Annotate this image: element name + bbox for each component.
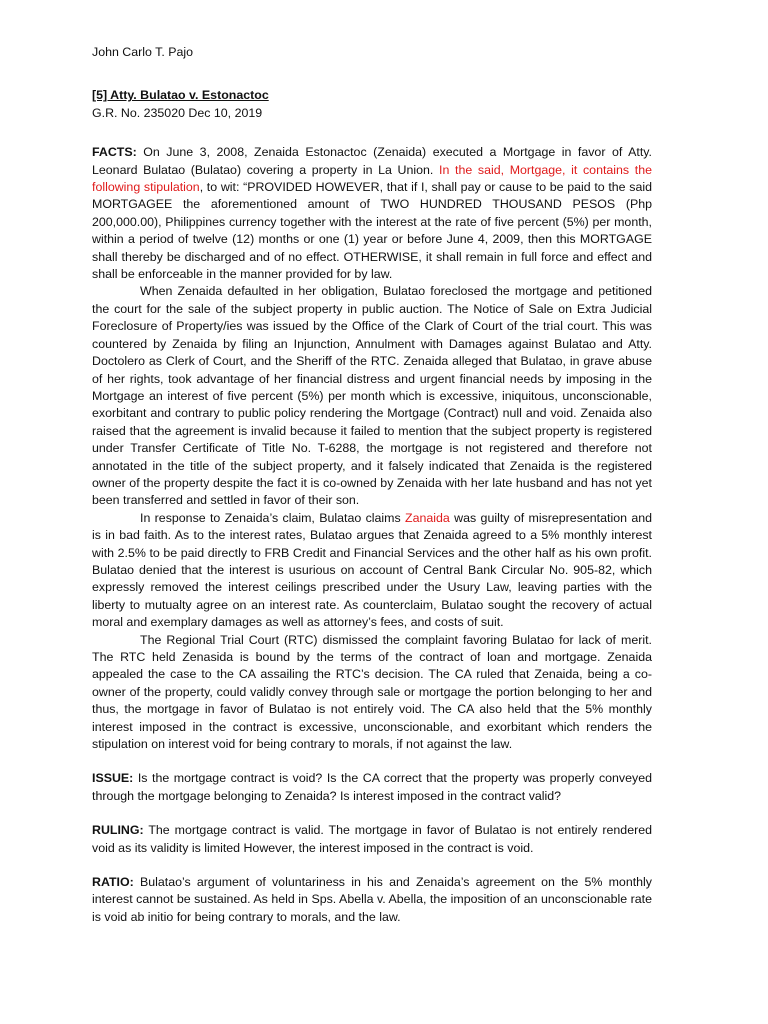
case-title: [5] Atty. Bulatao v. Estonactoc bbox=[92, 88, 269, 103]
facts-text-1a: On June 3, 2008, Zenaida Estonactoc (Zenaida) executed a Mortgage in favor of Atty. Leonard Bulatao (Bulatao) covering a property in La Union. bbox=[92, 145, 652, 177]
ratio-text: Bulatao’s argument of voluntariness in his and Zenaida’s agreement on the 5% monthly interest cannot be sustained. As held in Sps. Abella v. Abella, the imposition of an unconscionable rate is void ab initio for being contrary to morals, and the law. bbox=[92, 875, 652, 924]
facts-highlight-name: Zanaida bbox=[405, 510, 450, 525]
case-number: G.R. No. 235020 Dec 10, 2019 bbox=[92, 105, 263, 120]
facts-paragraph-3 bbox=[92, 510, 652, 632]
facts-text-3b: was guilty of misrepresentation and is in bad faith. As to the interest rates, Bulatao argues that Zenaida agreed to a 5% monthly interest with 2.5% to be paid directly to FRB Credit and Financial Services and the other half as his own profit. Bulatao denied that the interest is usurious on account of Central Bank Circular No. 905-82, which expressly removed the interest ceilings prescribed under the Usury Law, leaving parties with the liberty to mutualty agree on an interest rate. As counterclaim, Bulatao sought the recovery of actual moral and exemplary damages as well as attorney’s fees, and costs of suit. bbox=[92, 510, 652, 630]
issue-paragraph bbox=[92, 770, 652, 805]
facts-paragraph-2: When Zenaida defaulted in her obligation, Bulatao foreclosed the mortgage and petitioned the court for the sale of the subject property in public auction. The Notice of Sale on Extra Judicial Foreclosure of Property/ies was issued by the Office of the Clark of Court of the trial court. This was countered by Zenaida by filing an Injunction, Annulment with Damages against Bulatao and Atty. Doctolero as Clerk of Court, and the Sheriff of the RTC. Zenaida alleged that Bulatao, in grave abuse of her rights, took advantage of her financial distress and urgent financial needs by imposing in the Mortgage an interest of five percent (5%) per month which is excessive, iniquitous, unconscionable, exorbitant and contrary to public policy rendering the Mortgage (Contract) null and void. Zenaida also raised that the agreement is invalid because it failed to mention that the subject property is registered under Transfer Certificate of Title No. T-6288, the mortgage is not registered and therefore not annotated in the title of the subject property, and it falsely indicated that Zenaida is the registered owner of the property despite the fact it is co-owned by Zenaida with her late husband and has not yet been transferred and settled in favor of their son. bbox=[92, 284, 652, 508]
facts-text-1b: , to wit: “PROVIDED HOWEVER, that if I, shall pay or cause to be paid to the said MORTGAGEE the aforementioned amount of TWO HUNDRED THOUSAND PESOS (Php 200,000.00), Philippines currency together with the interest at the rate of five percent (5%) per month, within a period of twelve (12) months or one (1) year or before June 4, 2009, then this MORTGAGE shall thereby be discharged and of no effect. OTHERWISE, it shall remain in full force and effect and shall be enforceable in the manner provided for by law. bbox=[92, 180, 652, 282]
ruling-label: RULING: bbox=[92, 823, 144, 838]
facts-paragraph-1 bbox=[92, 144, 652, 283]
facts-paragraph-4: The Regional Trial Court (RTC) dismissed the complaint favoring Bulatao for lack of merit. The RTC held Zenasida is bound by the terms of the contract of loan and mortgage. Zenaida appealed the case to the CA assailing the RTC’s decision. The CA ruled that Zenaida, being a co-owner of the property, could validly convey through sale or mortgage the portion belonging to her and thus, the mortgage in favor of Bulatao is not entirely void. The CA also held that the 5% monthly interest imposed in the contract is excessive, unconscionable, and exorbitant which renders the stipulation on interest void for being contrary to morals, if not against the law. bbox=[92, 632, 652, 752]
issue-text: Is the mortgage contract is void? Is the CA correct that the property was properly conveyed through the mortgage belonging to Zenaida? Is interest imposed in the contract valid? bbox=[92, 771, 652, 803]
ruling-text: The mortgage contract is valid. The mortgage in favor of Bulatao is not entirely rendered void as its validity is limited However, the interest imposed in the contract is void. bbox=[92, 823, 652, 855]
ratio-label: RATIO: bbox=[92, 875, 134, 890]
author-name: John Carlo T. Pajo bbox=[92, 45, 194, 59]
facts-label: FACTS: bbox=[92, 145, 137, 160]
facts-text-3a: In response to Zenaida’s claim, Bulatao claims bbox=[140, 510, 406, 525]
ratio-paragraph bbox=[92, 874, 652, 926]
facts-highlight-stipulation: In the said, Mortgage, it contains the following stipulation bbox=[92, 162, 653, 195]
issue-label: ISSUE: bbox=[92, 771, 134, 786]
ruling-paragraph bbox=[92, 822, 652, 857]
